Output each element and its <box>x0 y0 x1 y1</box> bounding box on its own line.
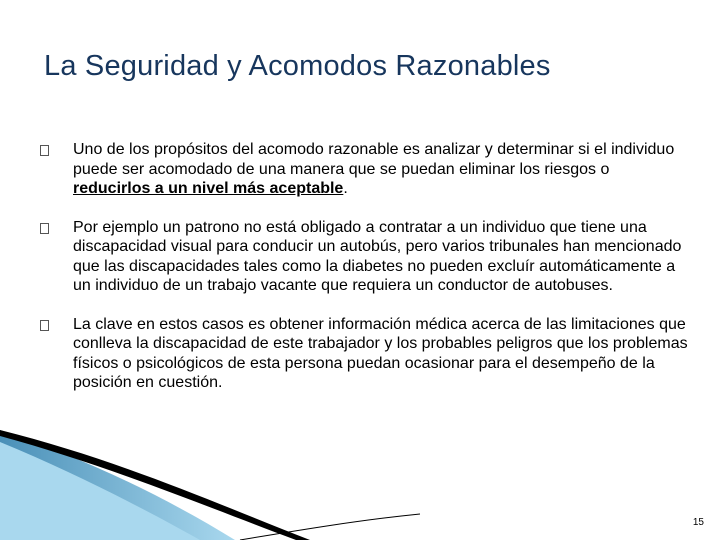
bullet-text-emphasis: reducirlos a un nivel más aceptable <box>73 180 344 197</box>
corner-swoosh-decoration <box>0 430 720 540</box>
hollow-square-bullet-icon <box>40 145 49 156</box>
slide-title: La Seguridad y Acomodos Razonables <box>44 50 551 82</box>
bullet-item-2 <box>40 218 690 296</box>
page-number: 15 <box>692 517 704 528</box>
bullet-text-end: . <box>343 180 348 197</box>
bullet-item-1 <box>40 140 690 199</box>
hollow-square-bullet-icon <box>40 223 49 234</box>
bullet-item-3 <box>40 315 690 393</box>
hollow-square-bullet-icon <box>40 320 49 331</box>
bullet-text-start: Uno de los propósitos del acomodo razonable es analizar y determinar si el individuo puede ser acomodado de una manera que se puedan eliminar los riesgos o <box>73 141 675 178</box>
bullet-text: La clave en estos casos es obtener información médica acerca de las limitaciones que conlleva la discapacidad de este trabajador y los probables peligros que los problemas físicos o psicológicos de esta persona puedan ocasionar para el desempeño de la posición en cuestión. <box>73 315 688 391</box>
bullet-list <box>40 140 690 412</box>
bullet-text: Por ejemplo un patrono no está obligado a contratar a un individuo que tiene una discapacidad visual para conducir un autobús, pero varios tribunales han mencionado que las discapacidades tales como la diabetes no pueden excluír automáticamente a un individuo de un trabajo vacante que requiera un conductor de autobuses. <box>73 218 682 294</box>
